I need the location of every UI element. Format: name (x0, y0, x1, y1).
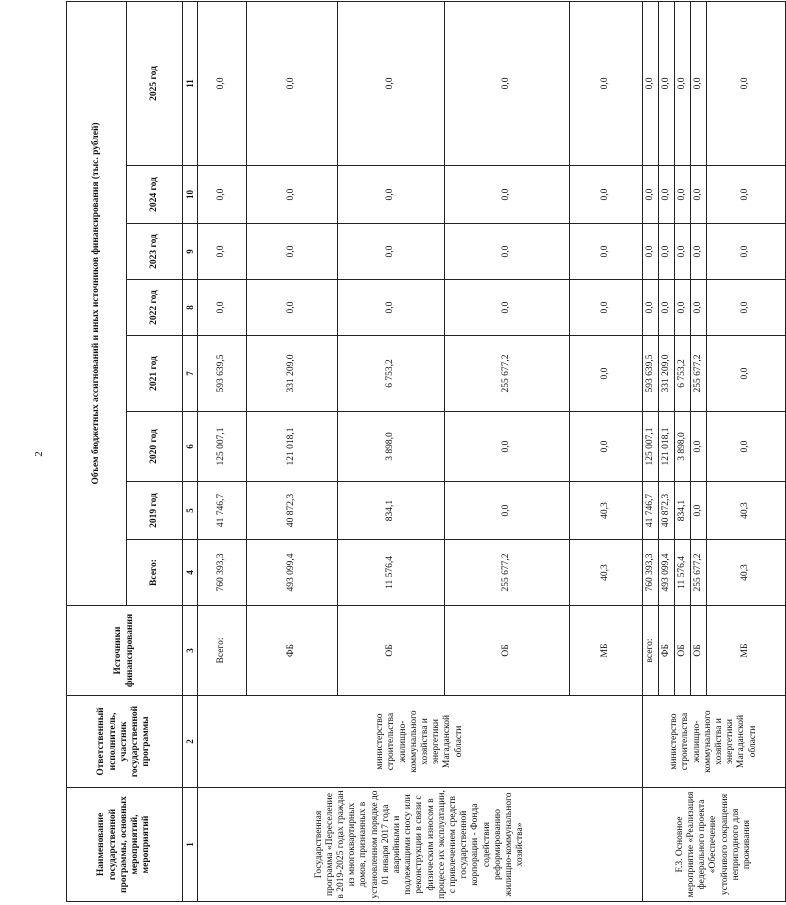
value-cell: 0,0 (198, 166, 247, 224)
header-program-name: Наименование государственной программы, основных мероприятий, мероприятий (67, 788, 183, 902)
value-cell: 0,0 (691, 166, 707, 224)
program-executor-cell: министерство строительства жилищно-коммунального хозяйства и энергетики Магаданской области (198, 696, 643, 788)
header-year: 2019 год (127, 482, 183, 540)
value-cell: 0,0 (570, 336, 643, 412)
column-number: 8 (183, 280, 198, 336)
value-cell: 0,0 (338, 280, 445, 336)
value-cell: 0,0 (198, 1, 247, 165)
value-cell: 0,0 (675, 166, 691, 224)
value-cell: 0,0 (643, 224, 659, 280)
value-cell: 0,0 (707, 166, 786, 224)
value-cell: 0,0 (691, 224, 707, 280)
value-cell: 760 393,3 (198, 540, 247, 606)
value-cell: 6 753,2 (338, 336, 445, 412)
header-year: 2023 год (127, 224, 183, 280)
column-number: 7 (183, 336, 198, 412)
header-year: 2022 год (127, 280, 183, 336)
column-number: 9 (183, 224, 198, 280)
measure-name-cell: F.3. Основное мероприятие «Реализация федерального проекта «Обеспечение устойчивого сокращения непригодного для проживания (643, 788, 786, 902)
value-cell: 40,3 (570, 540, 643, 606)
header-total: Всего: (127, 540, 183, 606)
source-cell: ОБ (445, 606, 570, 696)
value-cell: 121 018,1 (659, 412, 675, 482)
value-cell: 0,0 (338, 224, 445, 280)
value-cell: 255 677,2 (445, 540, 570, 606)
value-cell: 41 746,7 (198, 482, 247, 540)
value-cell: 0,0 (570, 224, 643, 280)
value-cell: 0,0 (338, 166, 445, 224)
value-cell: 0,0 (675, 224, 691, 280)
value-cell: 0,0 (675, 1, 691, 165)
header-sources: Источники финансирования (67, 606, 183, 696)
value-cell: 0,0 (659, 1, 675, 165)
rotated-page (66, 2, 758, 902)
value-cell: 0,0 (675, 280, 691, 336)
value-cell: 834,1 (675, 482, 691, 540)
value-cell: 0,0 (570, 166, 643, 224)
value-cell: 0,0 (707, 224, 786, 280)
value-cell: 0,0 (445, 166, 570, 224)
value-cell: 0,0 (247, 1, 338, 165)
value-cell: 40 872,3 (659, 482, 675, 540)
value-cell: 0,0 (247, 224, 338, 280)
value-cell: 40 872,3 (247, 482, 338, 540)
value-cell: 0,0 (643, 1, 659, 165)
header-year: 2021 год (127, 336, 183, 412)
column-number: 10 (183, 166, 198, 224)
value-cell: 0,0 (659, 280, 675, 336)
value-cell: 0,0 (198, 280, 247, 336)
value-cell: 0,0 (198, 224, 247, 280)
value-cell: 0,0 (691, 412, 707, 482)
value-cell: 593 639,5 (198, 336, 247, 412)
value-cell: 0,0 (659, 224, 675, 280)
header-year: 2024 год (127, 166, 183, 224)
table-row (643, 1, 659, 901)
value-cell: 0,0 (338, 1, 445, 165)
value-cell: 0,0 (691, 280, 707, 336)
value-cell: 834,1 (338, 482, 445, 540)
value-cell: 0,0 (570, 280, 643, 336)
measure-executor-cell: министерство строительства жилищно-коммунального хозяйства и энергетики Магаданской области (643, 696, 786, 788)
column-number: 11 (183, 1, 198, 165)
value-cell: 0,0 (707, 280, 786, 336)
column-number: 5 (183, 482, 198, 540)
value-cell: 760 393,3 (643, 540, 659, 606)
value-cell: 0,0 (445, 482, 570, 540)
value-cell: 41 746,7 (643, 482, 659, 540)
program-name-cell: Государственная программа «Переселение в 2019-2025 годах граждан из многоквартирных домов, признанных в установленном порядке до 01 января 2017 года аварийными и подлежащими сносу или реконструкции в связи с физическим износом в процессе их эксплуатации, с привлечением средств государственной корпорации - Фонда содействия реформированию жилищно-коммунального хозяйства» (198, 788, 643, 902)
header-year: 2020 год (127, 412, 183, 482)
value-cell: 493 099,4 (247, 540, 338, 606)
value-cell: 125 007,1 (198, 412, 247, 482)
value-cell: 0,0 (659, 166, 675, 224)
source-cell: МБ (707, 606, 786, 696)
value-cell: 121 018,1 (247, 412, 338, 482)
column-number: 3 (183, 606, 198, 696)
value-cell: 0,0 (445, 224, 570, 280)
value-cell: 6 753,2 (675, 336, 691, 412)
table-row (198, 1, 247, 901)
value-cell: 0,0 (445, 412, 570, 482)
source-cell: ОБ (338, 606, 445, 696)
value-cell: 0,0 (247, 166, 338, 224)
value-cell: 3 898,0 (338, 412, 445, 482)
source-cell: ФБ (247, 606, 338, 696)
financing-table (66, 1, 786, 902)
value-cell: 255 677,2 (691, 336, 707, 412)
column-number: 4 (183, 540, 198, 606)
value-cell: 0,0 (691, 1, 707, 165)
value-cell: 331 209,0 (659, 336, 675, 412)
source-cell: Всего: (198, 606, 247, 696)
value-cell: 0,0 (707, 412, 786, 482)
header-executor: Ответственный исполнитель, участник государственной программы (67, 696, 183, 788)
column-number: 6 (183, 412, 198, 482)
value-cell: 0,0 (707, 1, 786, 165)
value-cell: 493 099,4 (659, 540, 675, 606)
value-cell: 11 576,4 (675, 540, 691, 606)
value-cell: 11 576,4 (338, 540, 445, 606)
source-cell: ОБ (675, 606, 691, 696)
value-cell: 0,0 (570, 1, 643, 165)
source-cell: всего: (643, 606, 659, 696)
source-cell: ФБ (659, 606, 675, 696)
value-cell: 125 007,1 (643, 412, 659, 482)
value-cell: 331 209,0 (247, 336, 338, 412)
value-cell: 255 677,2 (445, 336, 570, 412)
source-cell: ОБ (691, 606, 707, 696)
value-cell: 40,3 (707, 540, 786, 606)
value-cell: 0,0 (643, 280, 659, 336)
column-number: 1 (183, 788, 198, 902)
value-cell: 0,0 (570, 412, 643, 482)
column-number: 2 (183, 696, 198, 788)
value-cell: 0,0 (691, 482, 707, 540)
value-cell: 3 898,0 (675, 412, 691, 482)
source-cell: МБ (570, 606, 643, 696)
value-cell: 0,0 (445, 1, 570, 165)
value-cell: 0,0 (707, 336, 786, 412)
page-number: 2 (32, 451, 45, 457)
header-financing-volume: Объем бюджетных ассигнований и иных источников финансирования (тыс. рублей) (67, 1, 127, 605)
value-cell: 40,3 (570, 482, 643, 540)
value-cell: 0,0 (247, 280, 338, 336)
value-cell: 0,0 (445, 280, 570, 336)
value-cell: 593 639,5 (643, 336, 659, 412)
value-cell: 0,0 (643, 166, 659, 224)
value-cell: 255 677,2 (691, 540, 707, 606)
header-year: 2025 год (127, 1, 183, 165)
value-cell: 40,3 (707, 482, 786, 540)
